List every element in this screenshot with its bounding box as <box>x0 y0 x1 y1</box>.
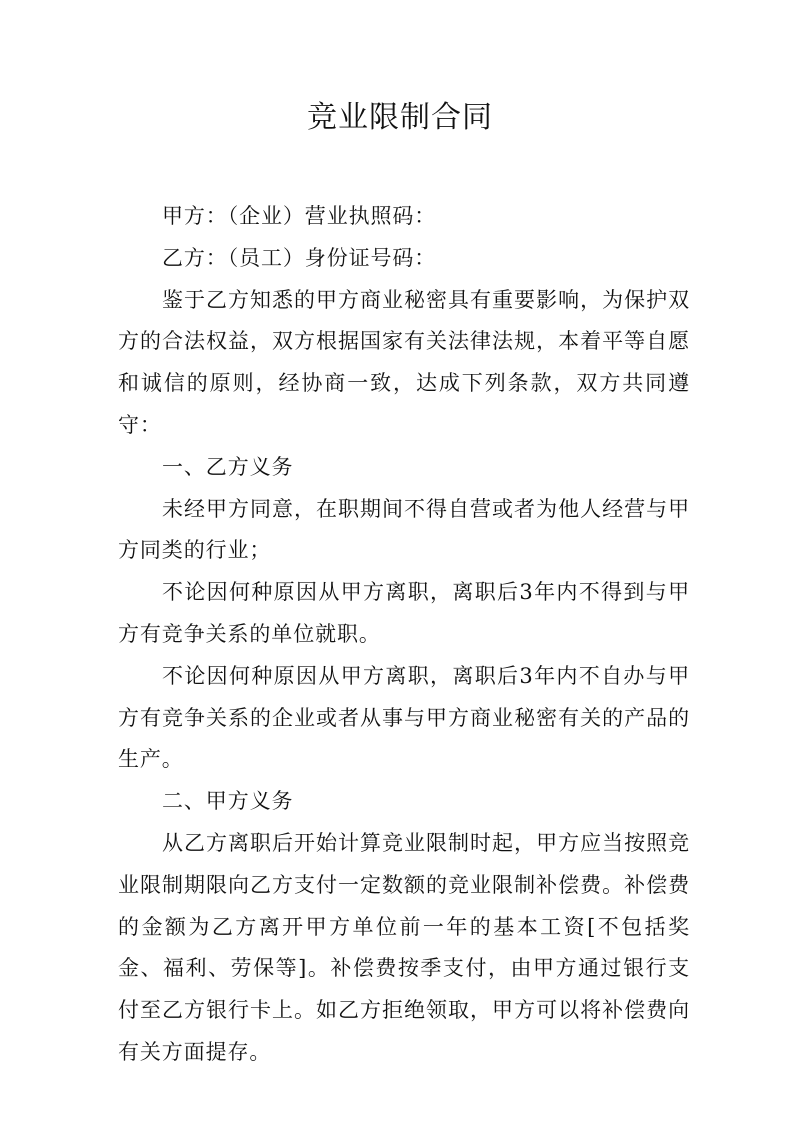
compensation-paragraph: 从乙方离职后开始计算竞业限制时起，甲方应当按照竞业限制期限向乙方支付一定数额的竞业限制补偿费。补偿费的金额为乙方离开甲方单位前一年的基本工资[不包括奖金、福利、劳保等]。补偿费按季支付，由甲方通过银行支付至乙方银行卡上。如乙方拒绝领取，甲方可以将补偿费向有关方面提存。 <box>118 830 690 1064</box>
document-body <box>118 196 690 1074</box>
document-title: 竞业限制合同 <box>307 100 493 135</box>
clause-paragraph: 不论因何种原因从甲方离职，离职后3年内不自办与甲方有竞争关系的企业或者从事与甲方商业秘密有关的产品的生产。 <box>118 663 690 772</box>
clause-paragraph: 未经甲方同意，在职期间不得自营或者为他人经营与甲方同类的行业； <box>118 496 690 563</box>
section-heading-party-a-obligations: 二、甲方义务 <box>162 789 294 814</box>
preamble-paragraph: 鉴于乙方知悉的甲方商业秘密具有重要影响，为保护双方的合法权益，双方根据国家有关法律法规，本着平等自愿和诚信的原则，经协商一致，达成下列条款，双方共同遵守： <box>118 287 690 437</box>
party-b-line: 乙方：（员工）身份证号码： <box>162 245 437 270</box>
clause-paragraph: 不论因何种原因从甲方离职，离职后3年内不得到与甲方有竞争关系的单位就职。 <box>118 580 690 646</box>
party-a-line: 甲方：（企业）营业执照码： <box>162 204 437 228</box>
section-heading-party-b-obligations: 一、乙方义务 <box>162 454 294 479</box>
